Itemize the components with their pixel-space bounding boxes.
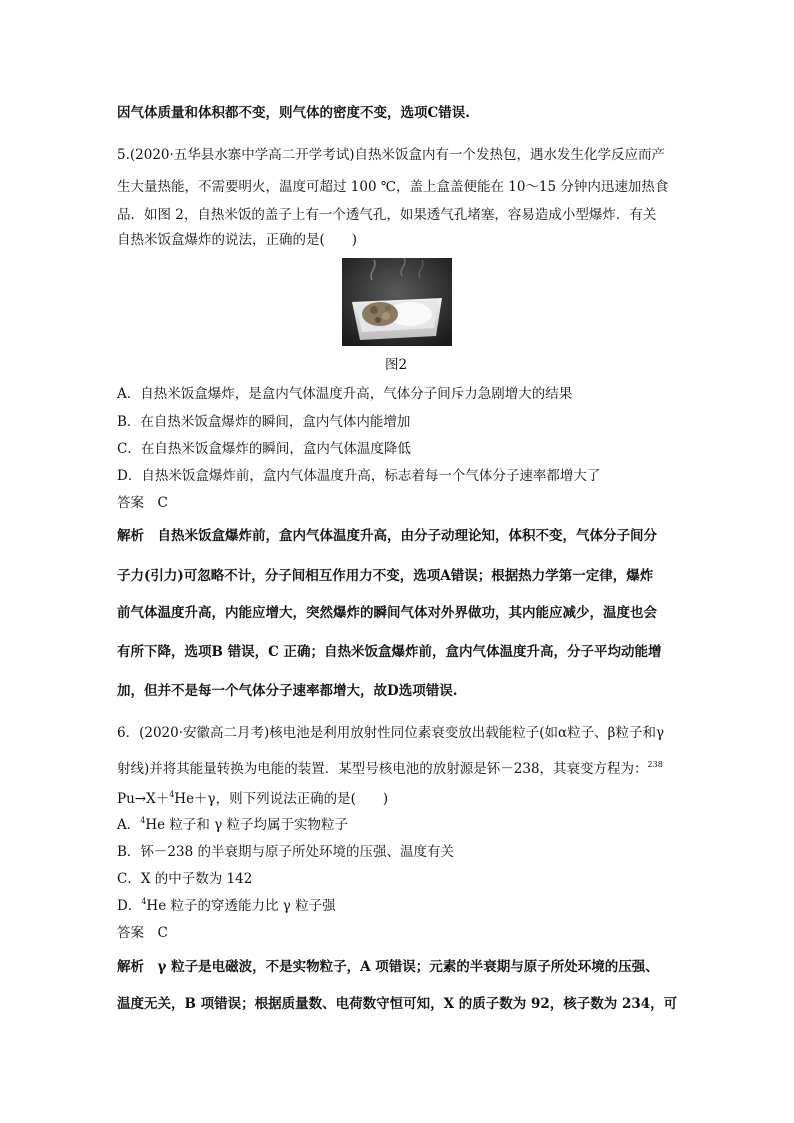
q6-stem-line-2 [117, 760, 663, 778]
q6-option-a-sup: 4 [140, 816, 146, 825]
q6-option-b: B．钚－238 的半衰期与原子所处环境的压强、温度有关 [117, 844, 454, 860]
continuation-line: 因气体质量和体积都不变，则气体的密度不变，选项C错误. [117, 105, 470, 121]
q5-option-d: D．自热米饭盒爆炸前，盒内气体温度升高，标志着每一个气体分子速率都增大了 [117, 468, 601, 484]
q6-option-d-sup: 4 [141, 897, 147, 906]
q5-analysis-line-3: 前气体温度升高，内能应增大，突然爆炸的瞬间气体对外界做功，其内能应减少，温度也会 [117, 605, 657, 621]
q6-decay-eq-end: He＋γ，则下列说法正确的是( ) [174, 791, 389, 807]
q6-decay-eq-start: Pu→X＋ [117, 791, 170, 807]
q6-mass-number-pu: 238 [647, 760, 663, 769]
q5-stem-line-4: 自热米饭盒爆炸的说法，正确的是( ) [117, 232, 358, 248]
q5-option-c: C．在自热米饭盒爆炸的瞬间，盒内气体温度降低 [117, 441, 411, 457]
q6-analysis-line-2: 温度无关，B 项错误；根据质量数、电荷数守恒可知，X 的质子数为 92，核子数为 234，可 [117, 996, 678, 1012]
q6-stem-line-3 [117, 790, 388, 808]
q5-stem-line-2: 生大量热能，不需要明火，温度可超过 100 ℃，盖上盒盖便能在 10～15 分钟内迅速加热食 [117, 179, 669, 195]
q5-analysis-line-4: 有所下降，选项B 错误，C 正确；自热米饭盒爆炸前，盒内气体温度升高，分子平均动能增 [117, 644, 662, 660]
q6-option-d-text: He 粒子的穿透能力比 γ 粒子强 [146, 898, 336, 914]
q6-option-c: C．X 的中子数为 142 [117, 871, 253, 887]
q6-stem-line-2-text: 射线)并将其能量转换为电能的装置．某型号核电池的放射源是钚－238，其衰变方程为： [117, 761, 648, 777]
q6-answer: 答案 C [117, 925, 168, 941]
q6-option-a-letter: A． [117, 817, 141, 833]
q6-mass-number-he: 4 [169, 790, 175, 799]
q5-analysis-line-2: 子力(引力)可忽略不计，分子间相互作用力不变，选项A错误；根据热力学第一定律，爆炸 [117, 568, 654, 584]
q6-option-d [117, 897, 336, 915]
q6-option-a [117, 816, 348, 834]
q5-stem-line-3: 品．如图 2，自热米饭的盖子上有一个透气孔，如果透气孔堵塞，容易造成小型爆炸．有关 [117, 207, 657, 223]
q6-option-d-letter: D． [117, 898, 142, 914]
q5-analysis-line-5: 加，但并不是每一个气体分子速率都增大，故D选项错误. [117, 683, 458, 699]
q6-stem-line-1: 6．(2020·安徽高二月考)核电池是利用放射性同位素衰变放出载能粒子(如α粒子、β粒子和γ [117, 725, 665, 741]
figure-caption: 图2 [385, 357, 408, 373]
q5-answer: 答案 C [117, 495, 168, 511]
q5-analysis-line-1: 解析 自热米饭盒爆炸前，盒内气体温度升高，由分子动理论知，体积不变，气体分子间分 [117, 528, 657, 544]
q6-option-a-text: He 粒子和 γ 粒子均属于实物粒子 [145, 817, 349, 833]
q6-analysis-line-1: 解析 γ 粒子是电磁波，不是实物粒子，A 项错误；元素的半衰期与原子所处环境的压强、 [117, 959, 659, 975]
q5-option-a: A．自热米饭盒爆炸，是盒内气体温度升高，气体分子间斥力急剧增大的结果 [117, 386, 573, 402]
q5-stem-line-1: 5.(2020·五华县水寨中学高二开学考试)自热米饭盒内有一个发热包，遇水发生化学反应而产 [117, 147, 666, 163]
q5-option-b: B．在自热米饭盒爆炸的瞬间，盒内气体内能增加 [117, 414, 411, 430]
self-heating-rice-box-photo [342, 258, 452, 346]
